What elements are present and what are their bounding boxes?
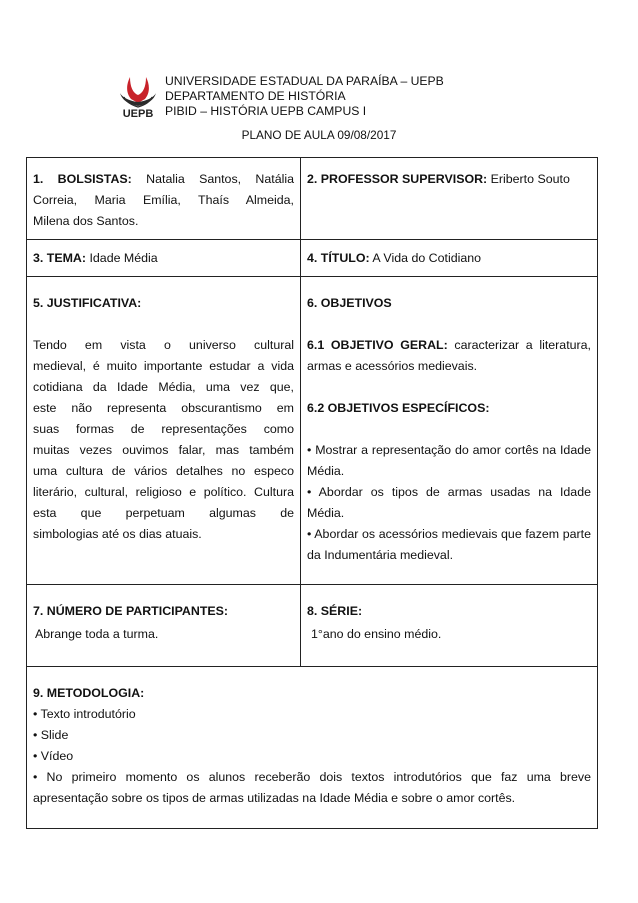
justificativa-line: Tendo em vista o universo cultural xyxy=(33,338,294,352)
justificativa-label: 5. JUSTIFICATIVA: xyxy=(33,296,142,310)
objetivo-item: da Indumentária medieval. xyxy=(307,548,454,562)
plan-title: PLANO DE AULA 09/08/2017 xyxy=(241,128,397,142)
objetivos-label: 6. OBJETIVOS xyxy=(307,296,392,310)
metodologia-item: • Slide xyxy=(33,728,69,742)
participantes-label: 7. NÚMERO DE PARTICIPANTES: xyxy=(33,604,229,618)
university-name: UNIVERSIDADE ESTADUAL DA PARAÍBA – UEPB xyxy=(165,74,444,88)
participantes-value: Abrange toda a turma. xyxy=(35,627,159,641)
titulo-value: A Vida do Cotidiano xyxy=(372,251,482,265)
metodologia-label: 9. METODOLOGIA: xyxy=(33,686,145,700)
objetivos-cell xyxy=(301,277,598,585)
lesson-plan-table xyxy=(26,157,598,829)
metodologia-cell xyxy=(27,667,598,829)
objetivos-especificos-label: 6.2 OBJETIVOS ESPECÍFICOS: xyxy=(307,401,490,415)
justificativa-line: esta que perpetuam algumas de xyxy=(33,506,294,520)
uepb-logo xyxy=(116,73,160,119)
program-name: PIBID – HISTÓRIA UEPB CAMPUS I xyxy=(165,104,367,118)
bolsistas-label: 1. BOLSISTAS: xyxy=(33,172,132,186)
justificativa-line: simbologias até os dias atuais. xyxy=(33,527,202,541)
tema-value: Idade Média xyxy=(89,251,158,265)
justificativa-cell xyxy=(27,277,301,585)
header xyxy=(165,74,444,119)
objetivo-item: Média. xyxy=(307,464,345,478)
justificativa-line: muitas vezes ouvimos falar, mas também xyxy=(33,443,294,457)
metodologia-item: • Texto introdutório xyxy=(33,707,136,721)
serie-value: 1°ano do ensino médio. xyxy=(311,627,442,641)
justificativa-line: este não representa obscurantismo em xyxy=(33,401,294,415)
objetivo-item: • Abordar os tipos de armas usadas na Idade Média. xyxy=(307,485,591,520)
participantes-cell xyxy=(27,585,301,667)
professor-cell xyxy=(301,158,598,240)
objetivo-geral-label: 6.1 OBJETIVO GERAL: xyxy=(307,338,448,352)
metodologia-paragraph-line2: apresentação sobre os tipos de armas utilizadas na Idade Média e sobre o amor cortês. xyxy=(33,791,516,805)
titulo-cell xyxy=(301,240,598,277)
professor-value: Eriberto Souto xyxy=(490,172,570,186)
department-name: DEPARTAMENTO DE HISTÓRIA xyxy=(165,89,346,103)
justificativa-line: literário, cultural, religioso e político. Cultura xyxy=(33,485,294,499)
professor-label: 2. PROFESSOR SUPERVISOR: xyxy=(307,172,488,186)
logo-text: UEPB xyxy=(122,108,154,119)
objetivo-item: • Abordar os acessórios medievais que fazem parte xyxy=(307,527,591,541)
serie-cell xyxy=(301,585,598,667)
justificativa-line: uma cultura de vários detalhes no especo xyxy=(33,464,294,478)
objetivo-item: • Mostrar a representação do amor cortês na Idade xyxy=(307,443,591,457)
objetivo-geral-line1: caracterizar a literatura, xyxy=(454,338,591,352)
bolsistas-cell xyxy=(27,158,301,240)
bolsistas-line3: Milena dos Santos. xyxy=(33,214,139,228)
bolsistas-line1: Natalia Santos, Natália xyxy=(146,172,295,186)
metodologia-paragraph-line1: • No primeiro momento os alunos receberão dois textos introdutórios que faz uma breve xyxy=(33,770,591,784)
metodologia-item: • Vídeo xyxy=(33,749,74,763)
justificativa-line: medieval, é muito importante estudar a vida xyxy=(33,359,294,373)
tema-cell xyxy=(27,240,301,277)
objetivo-geral-line2: armas e acessórios medievais. xyxy=(307,359,478,373)
tema-label: 3. TEMA: xyxy=(33,251,87,265)
bolsistas-line2: Correia, Maria Emília, Thaís Almeida, xyxy=(33,193,294,207)
titulo-label: 4. TÍTULO: xyxy=(307,251,370,265)
justificativa-line: suas formas de representações como xyxy=(33,422,294,436)
justificativa-line: cotidiana da Idade Média, uma vez que, xyxy=(33,380,294,394)
serie-label: 8. SÉRIE: xyxy=(307,604,363,618)
